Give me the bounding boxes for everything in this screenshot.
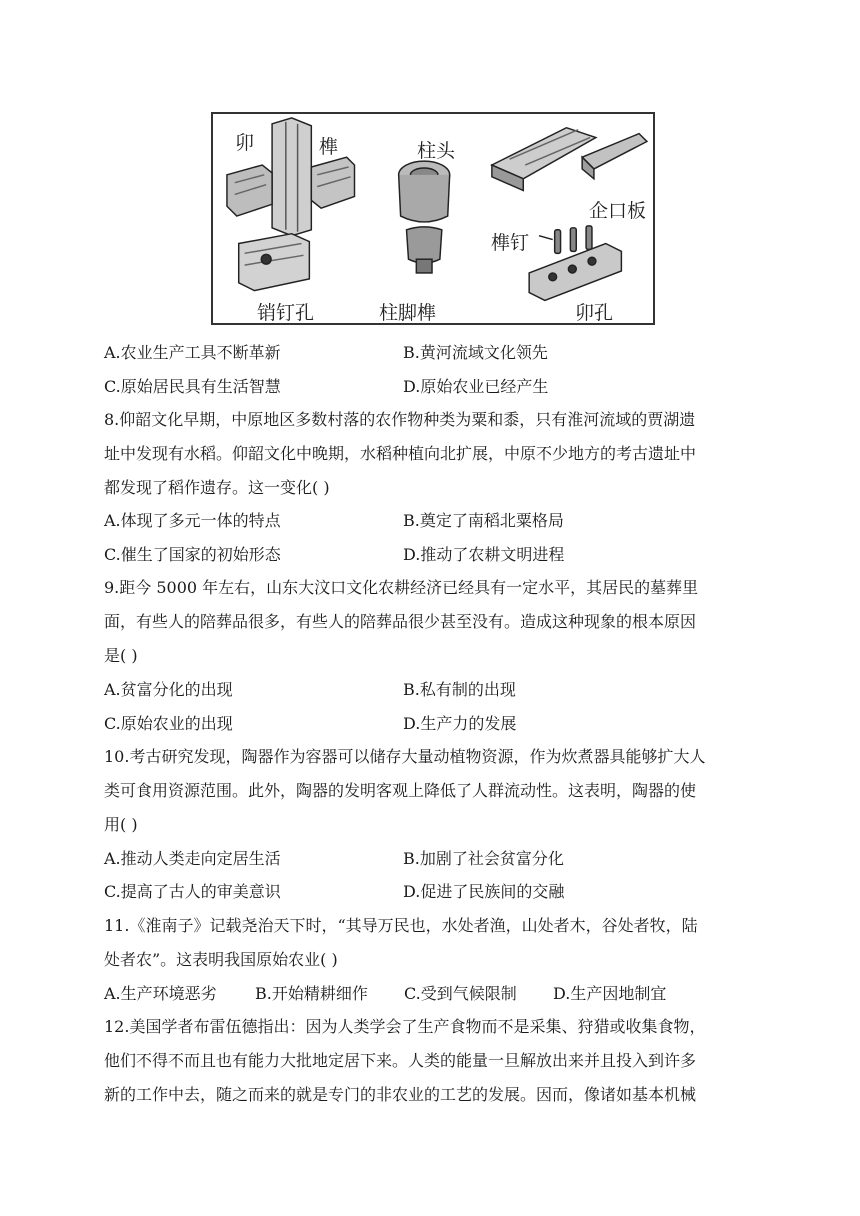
q11-option-c: C.受到气候限制 bbox=[404, 984, 517, 1003]
q10-option-c: C.提高了古人的审美意识 bbox=[104, 882, 281, 901]
q10-option-d: D.促进了民族间的交融 bbox=[403, 882, 565, 901]
q12-line-3: 新的工作中去，随之而来的就是专门的非农业的工艺的发展。因而，像诸如基本机械 bbox=[104, 1085, 697, 1104]
q11-line-1: 11.《淮南子》记载尧治天下时，“其导万民也，水处者渔，山处者木，谷处者牧，陆 bbox=[104, 916, 698, 935]
label-qikouban: 企口板 bbox=[589, 200, 647, 222]
label-xiaodingkong: 销钉孔 bbox=[257, 302, 315, 324]
q9-line-3: 是( ) bbox=[104, 646, 138, 665]
q9-line-1: 9.距今 5000 年左右，山东大汶口文化农耕经济已经具有一定水平，其居民的墓葬里 bbox=[104, 578, 699, 597]
label-maokong: 卯孔 bbox=[575, 302, 614, 324]
q10-line-3: 用( ) bbox=[104, 815, 138, 834]
q8-option-a: A.体现了多元一体的特点 bbox=[104, 511, 281, 530]
label-mao: 卯 bbox=[235, 132, 255, 154]
label-zhujiaosun: 柱脚榫 bbox=[379, 302, 437, 324]
q8-option-c: C.催生了国家的初始形态 bbox=[104, 545, 281, 564]
pin-hole-drawing bbox=[239, 234, 310, 291]
q7-option-c: C.原始居民具有生活智慧 bbox=[104, 377, 281, 396]
q8-line-1: 8.仰韶文化早期，中原地区多数村落的农作物种类为粟和黍，只有淮河流域的贾湖遗 bbox=[104, 410, 696, 429]
label-sunding: 榫钉 bbox=[491, 232, 530, 254]
joinery-figure bbox=[211, 112, 655, 325]
q8-option-b: B.奠定了南稻北粟格局 bbox=[403, 511, 564, 530]
q9-option-b: B.私有制的出现 bbox=[403, 680, 516, 699]
q10-line-1: 10.考古研究发现，陶器作为容器可以储存大量动植物资源，作为炊煮器具能够扩大人 bbox=[104, 747, 706, 766]
q9-option-a: A.贫富分化的出现 bbox=[104, 680, 233, 699]
q7-option-b: B.黄河流域文化领先 bbox=[403, 343, 548, 362]
label-sun: 榫 bbox=[319, 136, 339, 158]
q9-line-2: 面，有些人的陪葬品很多，有些人的陪葬品很少甚至没有。造成这种现象的根本原因 bbox=[104, 612, 697, 631]
tenon-pin-drawing bbox=[529, 226, 621, 301]
q9-option-d: D.生产力的发展 bbox=[403, 714, 517, 733]
q10-line-2: 类可食用资源范围。此外，陶器的发明客观上降低了人群流动性。这表明，陶器的使 bbox=[104, 781, 697, 800]
q10-option-a: A.推动人类走向定居生活 bbox=[104, 849, 281, 868]
q9-option-c: C.原始农业的出现 bbox=[104, 714, 233, 733]
q10-option-b: B.加剧了社会贫富分化 bbox=[403, 849, 564, 868]
q11-option-d: D.生产因地制宜 bbox=[553, 984, 667, 1003]
q11-option-a: A.生产环境恶劣 bbox=[104, 984, 217, 1003]
q7-option-a: A.农业生产工具不断革新 bbox=[104, 343, 281, 362]
q12-line-1: 12.美国学者布雷伍德指出：因为人类学会了生产食物而不是采集、狩猎或收集食物， bbox=[104, 1017, 706, 1036]
q8-option-d: D.推动了农耕文明进程 bbox=[403, 545, 565, 564]
q7-option-d: D.原始农业已经产生 bbox=[403, 377, 549, 396]
tongue-groove-drawing bbox=[492, 128, 647, 191]
label-zhutou: 柱头 bbox=[417, 140, 456, 162]
q11-line-2: 处者农”。这表明我国原始农业( ) bbox=[104, 950, 338, 969]
q8-line-2: 址中发现有水稻。仰韶文化中晚期，水稻种植向北扩展，中原不少地方的考古遗址中 bbox=[104, 444, 697, 463]
q11-option-b: B.开始精耕细作 bbox=[255, 984, 368, 1003]
q12-line-2: 他们不得不而且也有能力大批地定居下来。人类的能量一旦解放出来并且投入到许多 bbox=[104, 1051, 697, 1070]
column-drawing bbox=[399, 161, 450, 273]
q8-line-3: 都发现了稻作遗存。这一变化( ) bbox=[104, 478, 330, 497]
